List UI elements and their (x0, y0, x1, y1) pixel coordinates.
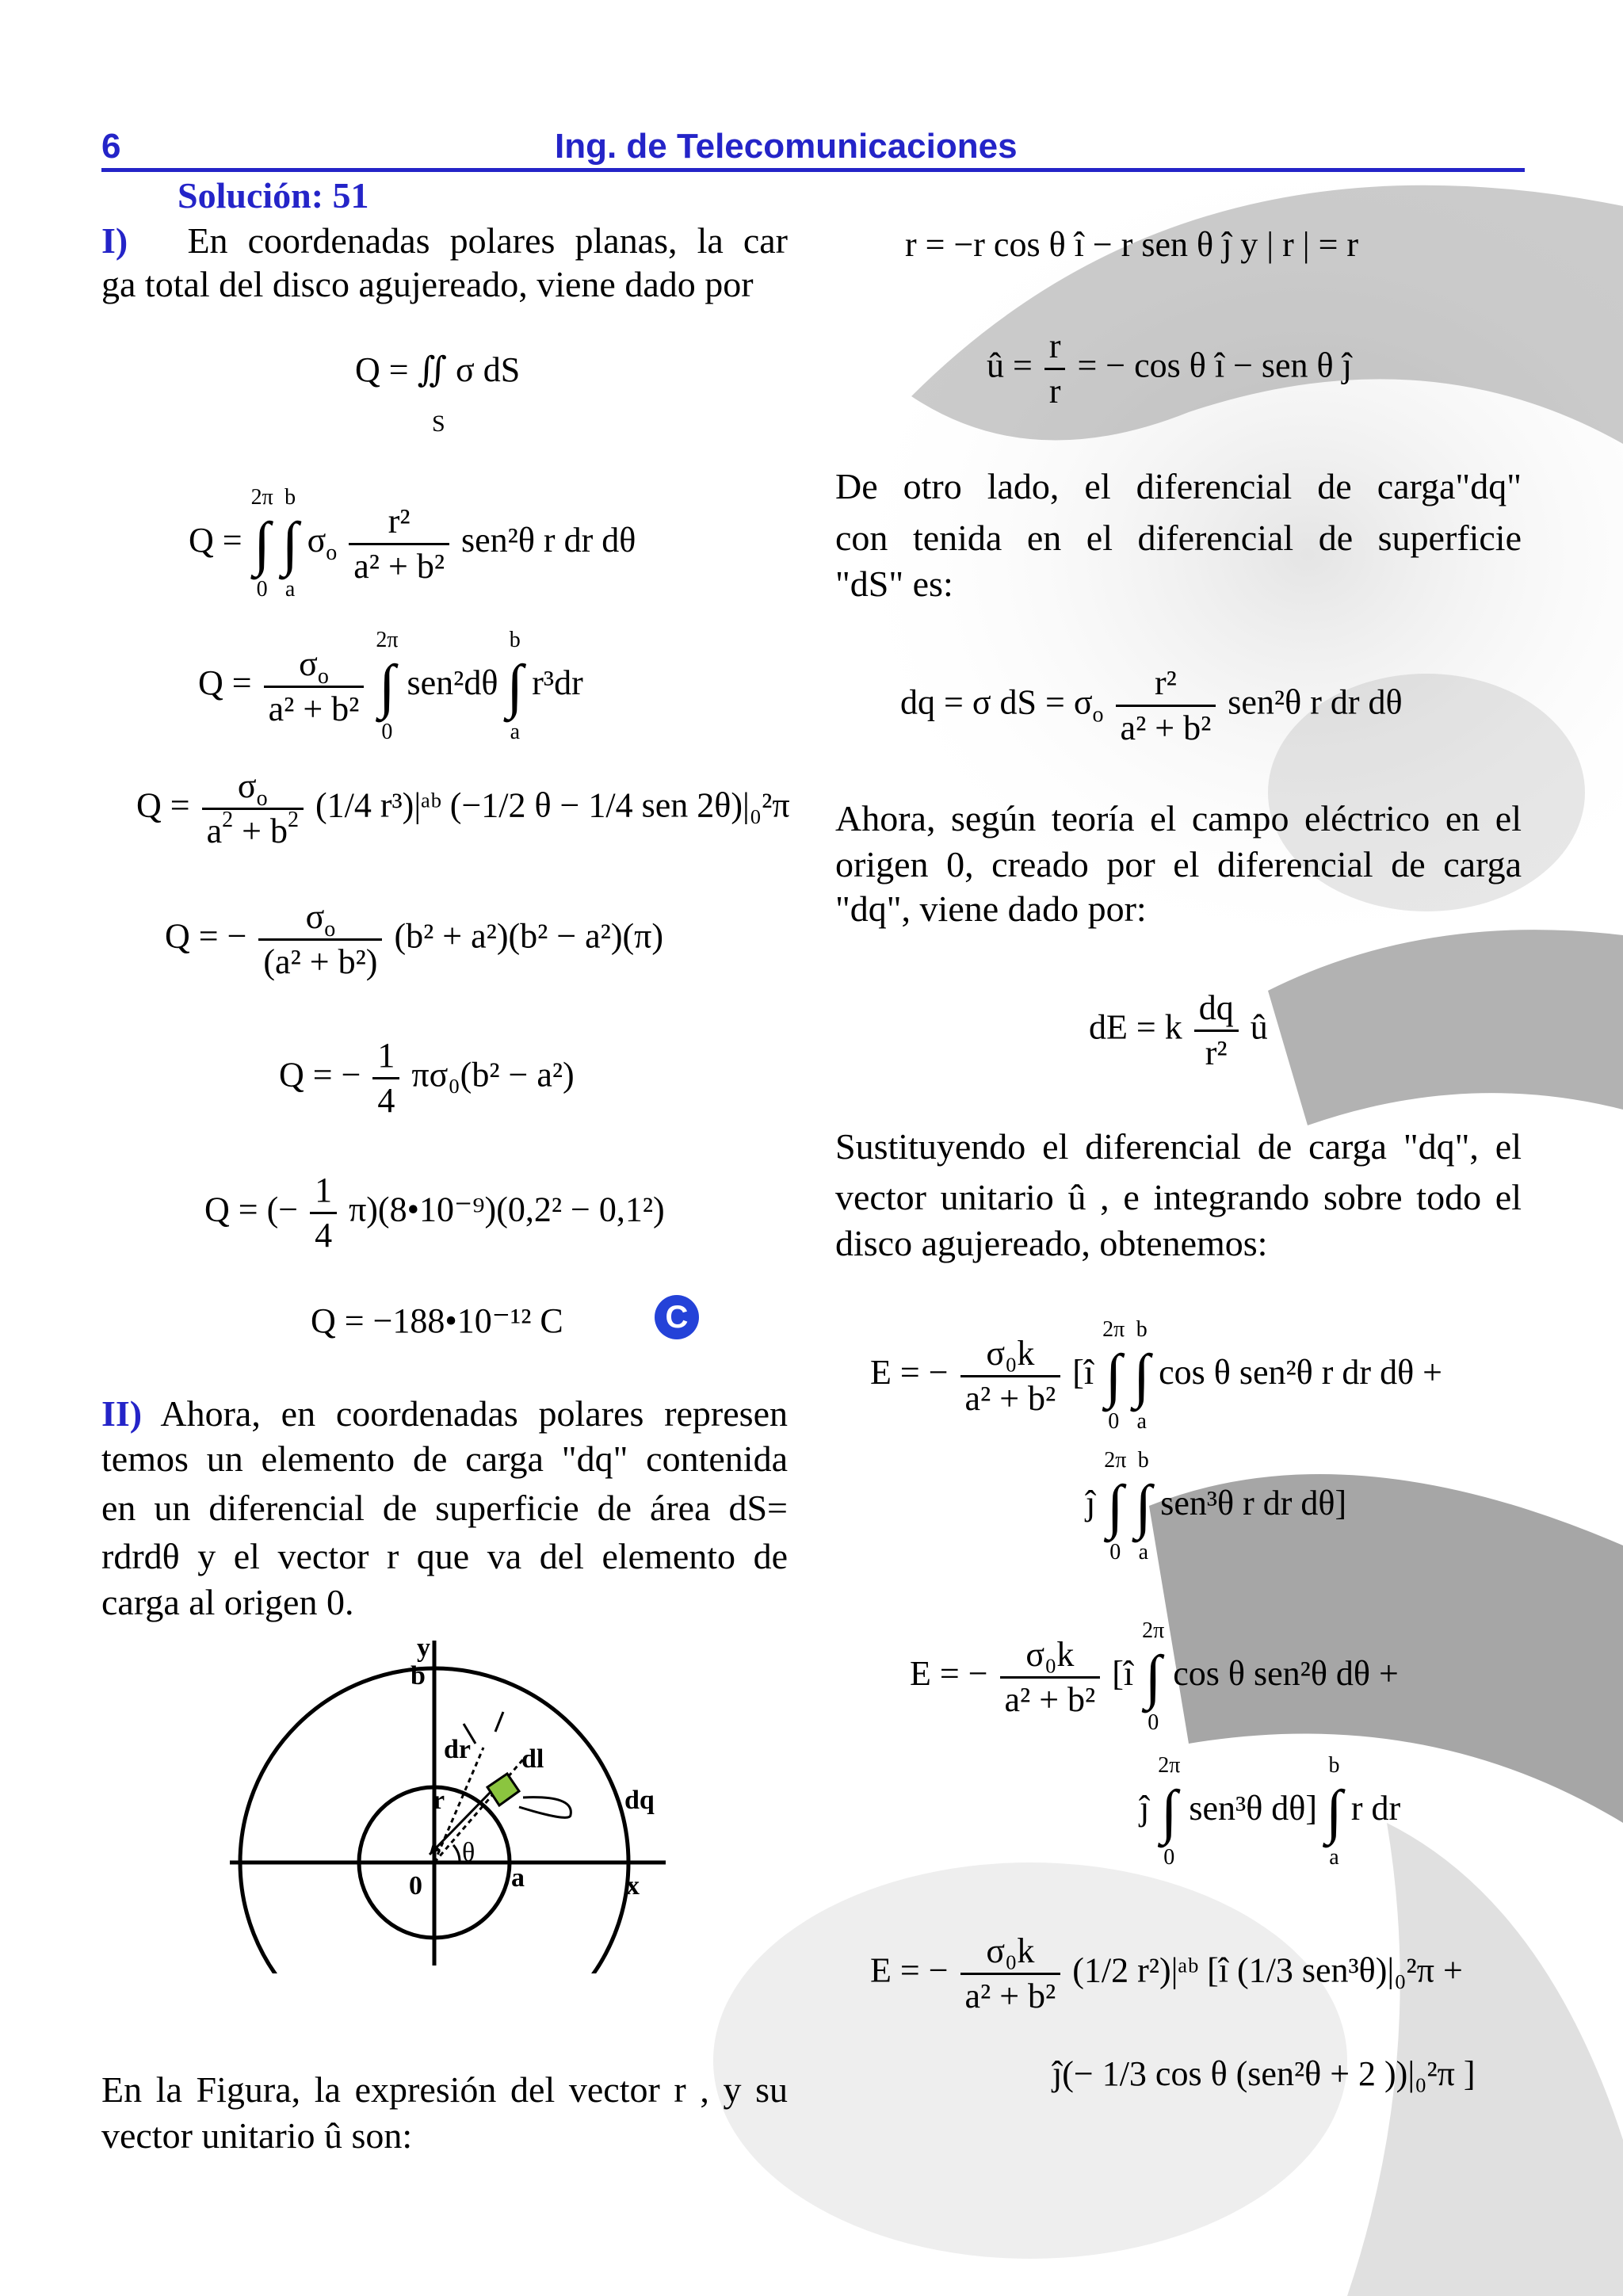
part2-line4: rdrdθ y el vector r que va del elemento de (101, 1536, 788, 1576)
equation-E3-line2: ĵ(− 1/3 cos θ (sen²θ + 2 ))|₀²π ] (1052, 2054, 1476, 2093)
right-p1-line2: con tenida en el diferencial de superficie (835, 518, 1522, 558)
header-rule (101, 168, 1525, 172)
fig-x-label: x (626, 1871, 640, 1901)
equation-q4: Q = $\frac{\sigma_o}{a^2 + b^2}$ (1/4 r³)|ᵃᵇ (−1/2 θ − 1/4 sen 2θ)|₀²π (136, 766, 790, 850)
part2-line2: temos un elemento de carga "dq" contenida (101, 1438, 788, 1479)
fig-theta-label: θ (462, 1838, 475, 1867)
equation-q1: Q = ∬ σ dS (355, 350, 521, 389)
equation-q5: Q = − $\frac{\sigma_o}{\text{(a² + b²)}}$ (b² + a²)(b² − a²)(π) (165, 897, 664, 981)
equation-E1-line2: ĵ 2π ∫ 0 b ∫ a sen³θ r dr dθ] (1086, 1448, 1347, 1564)
fig-dr-label: dr (444, 1735, 471, 1764)
part2-line1: II) Ahora, en coordenadas polares represen (101, 1393, 788, 1434)
fig-dl-label: dl (521, 1744, 544, 1774)
right-p2-line1: Ahora, según teoría el campo eléctrico en el (835, 798, 1522, 839)
equation-E3: E = − $\frac{\text{σ₀k}}{\text{a² + b²}}$ (1/2 r²)|ᵃᵇ [î (1/3 sen³θ)|₀²π + (870, 1931, 1463, 2015)
right-p1-line3: "dS" es: (835, 563, 953, 604)
equation-r-vector: r = −r cos θ î − r sen θ ĵ y | r | = r (905, 225, 1359, 264)
right-p2-line2: origen 0, creado por el diferencial de carga (835, 844, 1522, 884)
figure-caption-line1: En la Figura, la expresión del vector r , y su (101, 2069, 788, 2110)
equation-q2: Q = 2π ∫ 0 b ∫ a $\sigma_o$ $\frac{\text{r²}}{\text{a² + b²}}$ sen²θ r dr dθ (189, 485, 636, 602)
fig-dq-label: dq (624, 1786, 655, 1815)
equation-q8-result: Q = −188•10⁻¹² C (311, 1301, 563, 1340)
part1-intro-line1: I) En coordenadas polares planas, la car (101, 220, 788, 261)
right-p3-line2: vector unitario û , e integrando sobre todo el (835, 1177, 1522, 1217)
part1-intro-line2: ga total del disco agujereado, viene dado por (101, 264, 754, 304)
fig-origin-label: 0 (409, 1871, 422, 1901)
part2-line5: carga al origen 0. (101, 1582, 354, 1622)
fig-b-label: b (411, 1661, 426, 1690)
equation-q3: Q = $\frac{\sigma_o}{\text{a² + b²}}$ 2π ∫ 0 sen²dθ b ∫ a r³dr (198, 628, 583, 744)
equation-E2-line2: ĵ 2π ∫ 0 sen³θ dθ] b ∫ a r dr (1140, 1753, 1401, 1870)
right-p3-line3: disco agujereado, obtenemos: (835, 1223, 1268, 1263)
equation-dE: dE = k $\frac{dq}{\text{r²}}$ û (1089, 988, 1268, 1072)
equation-E1: E = − $\frac{\text{σ₀k}}{\text{a² + b²}}$ [î 2π ∫ 0 b ∫ a cos θ sen²θ r dr dθ + (870, 1317, 1442, 1434)
result-badge: C (655, 1295, 699, 1339)
disk-figure (222, 1625, 729, 1973)
equation-q7: Q = (− $\frac{1}{4}$ π)(8•10⁻⁹)(0,2² − 0,1²) (204, 1171, 665, 1255)
part2-label: II) (101, 1393, 143, 1434)
header-title: Ing. de Telecomunicaciones (555, 127, 1018, 166)
equation-E2: E = − $\frac{\text{σ₀k}}{\text{a² + b²}}$ [î 2π ∫ 0 cos θ sen²θ dθ + (910, 1618, 1399, 1735)
page-number: 6 (101, 127, 121, 166)
right-p2-line3: "dq", viene dado por: (835, 888, 1147, 929)
right-p3-line1: Sustituyendo el diferencial de carga "dq", el (835, 1126, 1522, 1167)
fig-a-label: a (511, 1863, 525, 1893)
equation-q6: Q = − $\frac{1}{4}$ πσ₀(b² − a²) (279, 1036, 575, 1120)
equation-dq: dq = σ dS = $\sigma_o$ $\frac{\text{r²}}{\text{a² + b²}}$ sen²θ r dr dθ (900, 663, 1403, 747)
solution-title: Solución: 51 (178, 175, 369, 216)
equation-q1-sub: S (432, 411, 445, 437)
equation-unit-vector: û = $\frac{r}{r}$ = − cos θ î − sen θ ĵ (987, 327, 1352, 411)
fig-r-label: r (433, 1786, 445, 1815)
figure-caption-line2: vector unitario û son: (101, 2115, 413, 2156)
right-p1-line1: De otro lado, el diferencial de carga"dq" (835, 466, 1522, 506)
part2-line3: en un diferencial de superficie de área dS= (101, 1488, 788, 1528)
charge-element (487, 1774, 519, 1805)
fig-y-label: y (417, 1633, 430, 1663)
part1-label: I) (101, 220, 128, 261)
